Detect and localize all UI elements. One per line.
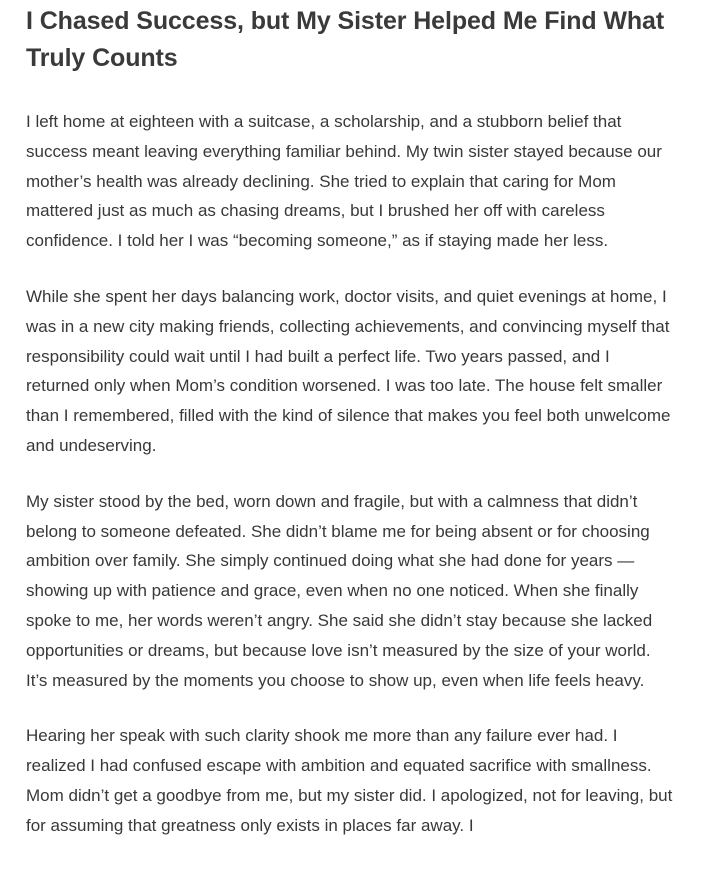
article-title: I Chased Success, but My Sister Helped Me Find What Truly Counts bbox=[26, 7, 665, 72]
article-paragraph-3: My sister stood by the bed, worn down and fragile, but with a calmness that didn’t belong to someone defeated. She didn’t blame me for being absent or for choosing ambition over family. She simply continued doing what she had done for years — showing up with patience and grace, even when no one noticed. When she finally spoke to me, her words weren’t angry. She said she didn’t stay because she lacked opportunities or dreams, but because love isn’t measured by the size of your world. It’s measured by the moments you choose to show up, even when life feels heavy. bbox=[26, 491, 653, 690]
article-paragraph-1: I left home at eighteen with a suitcase, a scholarship, and a stubborn belief that success meant leaving everything familiar behind. My twin sister stayed because our mother’s health was already declining. She tried to explain that caring for Mom mattered just as much as chasing dreams, but I brushed her off with careless confidence. I told her I was “becoming someone,” as if staying made her less. bbox=[26, 112, 662, 251]
article-paragraph-4: Hearing her speak with such clarity shook me more than any failure ever had. I realized I had confused escape with ambition and equated sacrifice with smallness. Mom didn’t get a goodbye from me, but my sister did. I apologized, not for leaving, but for assuming that greatness only exists in places far away. I bbox=[26, 726, 673, 835]
article-paragraph-2: While she spent her days balancing work, doctor visits, and quiet evenings at home, I was in a new city making friends, collecting achievements, and convincing myself that responsibility could wait until I had built a perfect life. Two years passed, and I returned only when Mom’s condition worsened. I was too late. The house felt smaller than I remembered, filled with the kind of silence that makes you feel both unwelcome and undeserving. bbox=[26, 286, 671, 455]
